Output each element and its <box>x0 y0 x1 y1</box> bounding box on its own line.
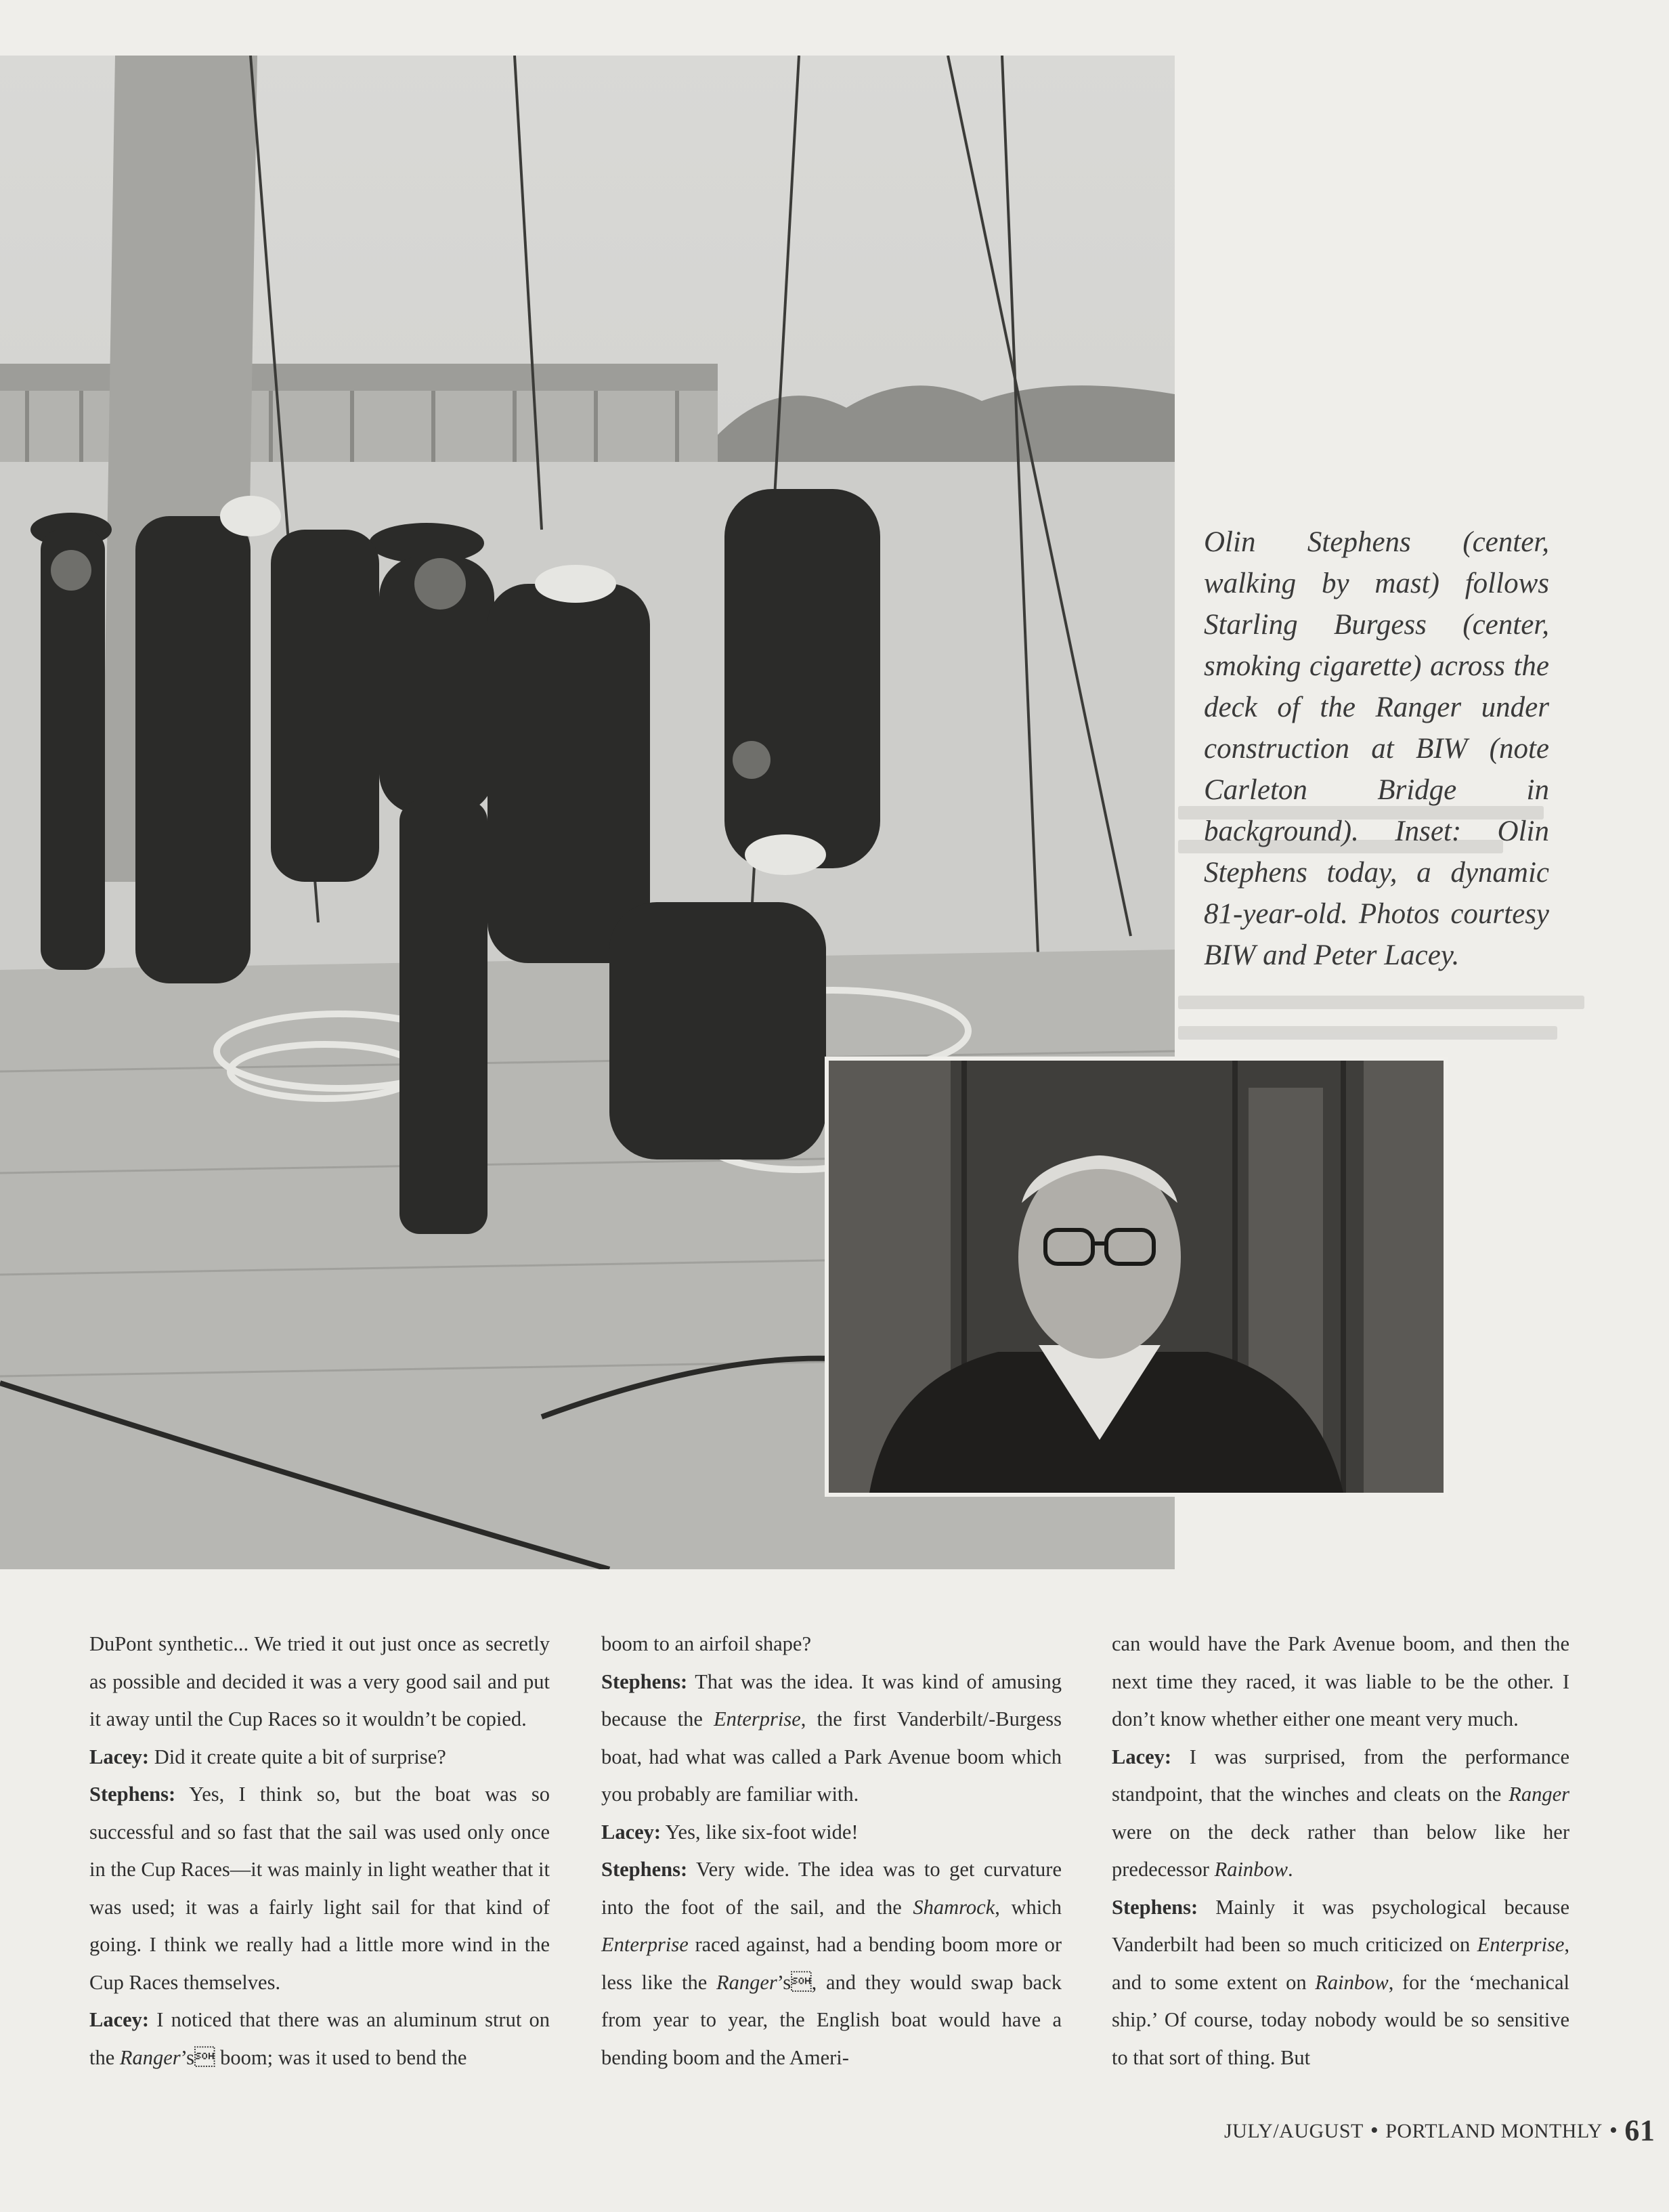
paragraph-text: Did it create quite a bit of surprise? <box>154 1745 446 1768</box>
speaker-label: Lacey: <box>601 1820 662 1844</box>
text-column-2 <box>601 1625 1062 2077</box>
speaker-label: Stephens: <box>89 1783 176 1806</box>
paragraph <box>601 1851 1062 2077</box>
paragraph <box>89 1625 550 1739</box>
speaker-label: Lacey: <box>1112 1745 1172 1768</box>
speaker-label: Stephens: <box>601 1669 688 1693</box>
paragraph <box>601 1663 1062 1814</box>
paragraph <box>1112 1625 1569 1739</box>
footer-issue: JULY/AUGUST <box>1224 2120 1364 2142</box>
paragraph <box>1112 1889 1569 2077</box>
bullet-separator: • <box>1370 2118 1379 2143</box>
speaker-label: Lacey: <box>89 1745 150 1768</box>
paragraph-text: Mainly it was psychological because Vanderbilt had been so much criticized on Enterprise, and to some extent on Rainbow, for the ‘mechanical ship.’ Of course, today nobody would be so sensitive to that sort of thing. But <box>1112 1895 1569 2069</box>
paragraph <box>89 2001 550 2077</box>
paragraph <box>89 1776 550 2001</box>
paragraph-text: I noticed that there was an aluminum strut on the Ranger’s boom; was it used to bend the <box>89 2008 550 2069</box>
inset-illustration <box>829 1061 1444 1493</box>
text-column-1 <box>89 1625 550 2077</box>
paragraph-text: That was the idea. It was kind of amusing because the Enterprise, the first Vanderbilt/-Burgess boat, had what was called a Park Avenue boom which you probably are familiar with. <box>601 1669 1062 1806</box>
text-column-3 <box>1112 1625 1569 2077</box>
paragraph-text: Yes, like six-foot wide! <box>665 1820 859 1844</box>
paragraph-text: boom to an airfoil shape? <box>601 1632 811 1655</box>
page-number: 61 <box>1624 2114 1655 2147</box>
footer-publication: PORTLAND MONTHLY <box>1385 2120 1603 2142</box>
paragraph-text: Yes, I think so, but the boat was so successful and so fast that the sail was used only once in the Cup Races—it was mainly in light weather that it was used; it was a fairly light sail for that kind of going. I think we really had a little more wind in the Cup Races themselves. <box>89 1783 550 1994</box>
speaker-label: Stephens: <box>1112 1895 1198 1919</box>
paragraph-text: DuPont synthetic... We tried it out just once as secretly as possible and decided it was a very good sail and put it away until the Cup Races so it wouldn’t be copied. <box>89 1632 550 1730</box>
paragraph <box>601 1625 1062 1663</box>
paragraph-text: can would have the Park Avenue boom, and then the next time they raced, it was liable to be the other. I don’t know whether either one meant very much. <box>1112 1632 1569 1730</box>
page-footer <box>1224 2113 1655 2148</box>
bullet-separator: • <box>1609 2118 1618 2143</box>
paragraph <box>601 1814 1062 1852</box>
speaker-label: Lacey: <box>89 2008 150 2031</box>
paragraph <box>1112 1739 1569 1889</box>
speaker-label: Stephens: <box>601 1858 688 1881</box>
inset-photo-olin-stephens <box>825 1057 1448 1497</box>
paragraph-text: I was surprised, from the performance standpoint, that the winches and cleats on the Ranger were on the deck rather than below like her predecessor Rainbow. <box>1112 1745 1570 1881</box>
paragraph-text: Very wide. The idea was to get curvature into the foot of the sail, and the Shamrock, which Enterprise raced against, had a bending boom more or less like the Ranger’s, and they would swap back from year to year, the English boat would have a bending boom and the Ameri- <box>601 1858 1062 2069</box>
photo-caption: Olin Stephens (center, walking by mast) follows Starling Burgess (center, smoking cigarette) across the deck of the Ranger under construction at BIW (note Carleton Bridge in background). Inset: Olin Stephens today, a dynamic 81-year-old. Photos courtesy BIW and Peter Lacey. <box>1204 526 1549 971</box>
paragraph <box>89 1739 550 1777</box>
